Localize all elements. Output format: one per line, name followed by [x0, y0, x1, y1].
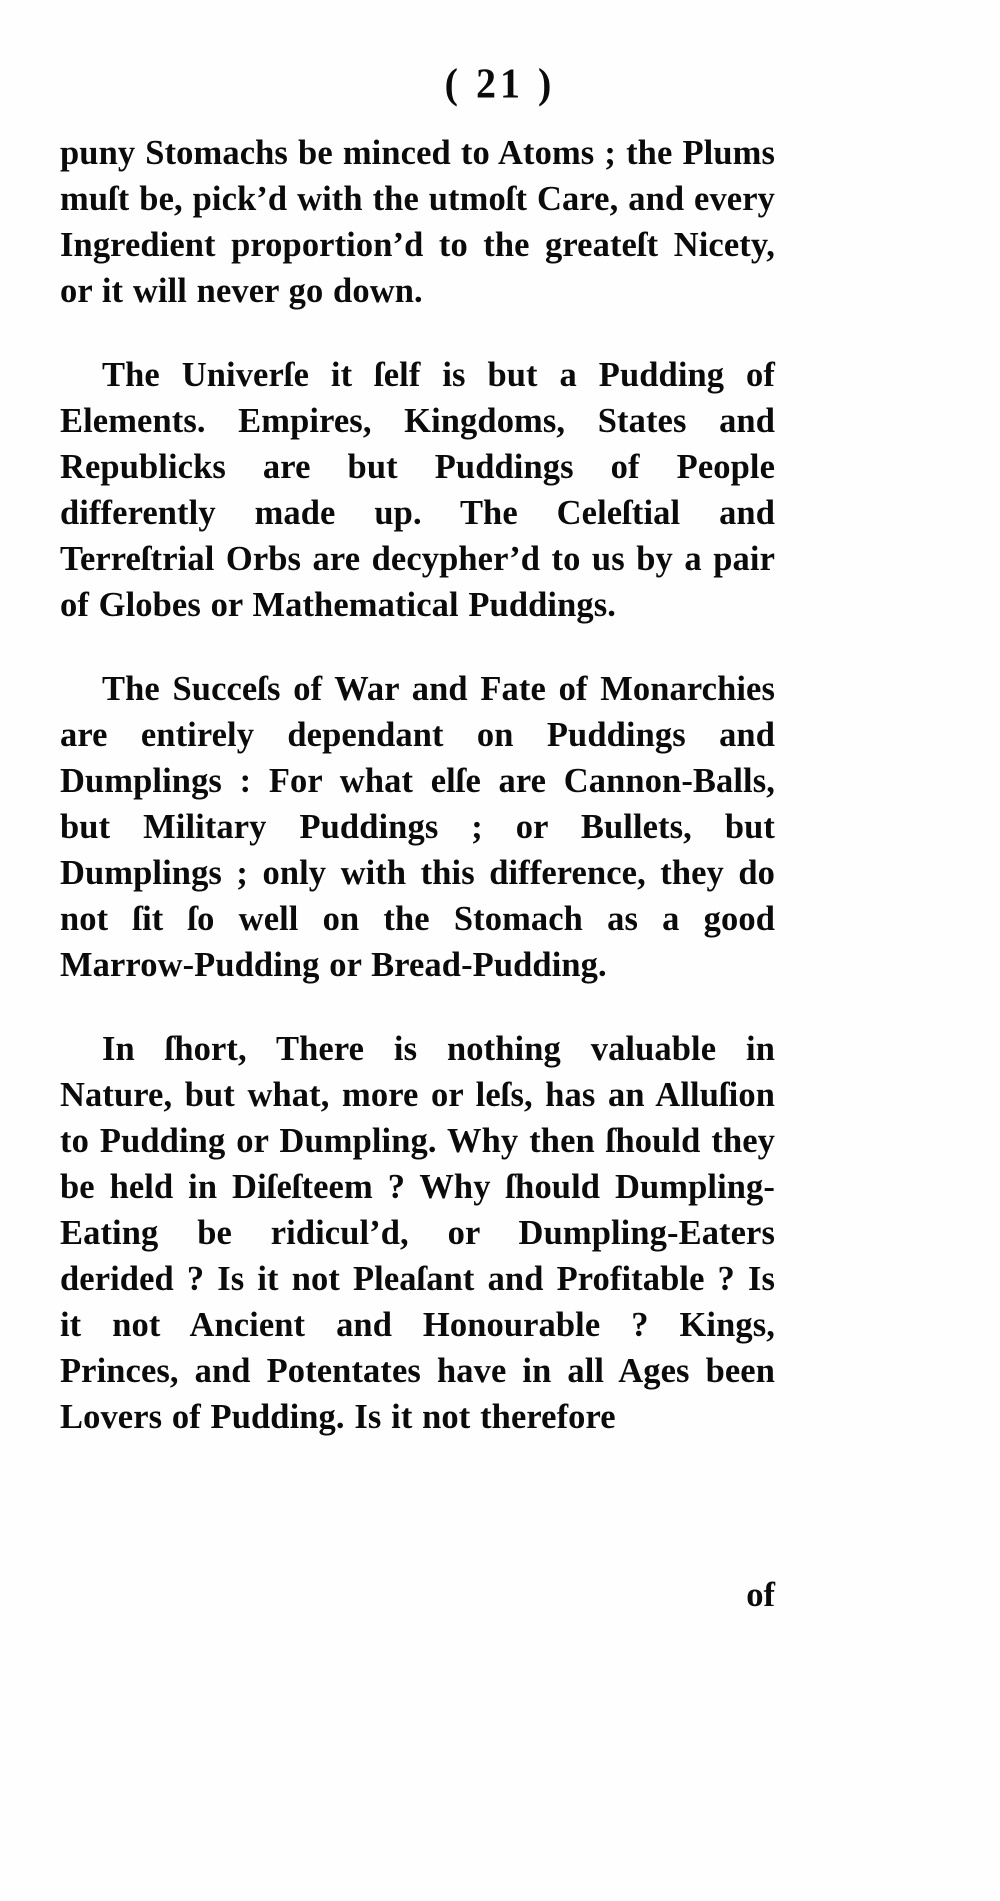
catchword: of — [746, 1576, 775, 1614]
page-number-text: ( 21 ) — [444, 59, 556, 108]
paragraph — [60, 1026, 775, 1440]
paragraph — [60, 666, 775, 988]
page-number — [0, 60, 1000, 107]
paragraph — [60, 352, 775, 628]
paragraph — [60, 130, 775, 314]
paragraph-text: In ſhort, There is nothing valuable in Nature, but what, more or leſs, has an Alluſion to Pudding or Dumpling. Why then ſhould they be held in Diſeſteem ? Why ſhould Dumpling-Eating be ridicul’d, or Dumpling-Eaters derided ? Is it not Pleaſant and Profitable ? Is it not Ancient and Honourable ? Kings, Princes, and Potentates have in all Ages been Lovers of Pudding. Is it not therefore — [60, 1030, 775, 1436]
page-body — [60, 130, 775, 1440]
paragraph-text: The Univerſe it ſelf is but a Pudding of Elements. Empires, Kingdoms, States and Republicks are but Puddings of People differently made up. The Celeſtial and Terreſtrial Orbs are decypher’d to us by a pair of Globes or Mathematical Puddings. — [60, 356, 775, 624]
paragraph-text: The Succeſs of War and Fate of Monarchies are entirely dependant on Puddings and Dumplings : For what elſe are Cannon-Balls, but Military Puddings ; or Bullets, but Dumplings ; only with this difference, they do not ſit ſo well on the Stomach as a good Marrow-Pudding or Bread-Pudding. — [60, 670, 775, 984]
paragraph-text: puny Stomachs be minced to Atoms ; the Plums muſt be, pick’d with the utmoſt Care, and every Ingredient proportion’d to the greateſt Nicety, or it will never go down. — [60, 134, 775, 310]
